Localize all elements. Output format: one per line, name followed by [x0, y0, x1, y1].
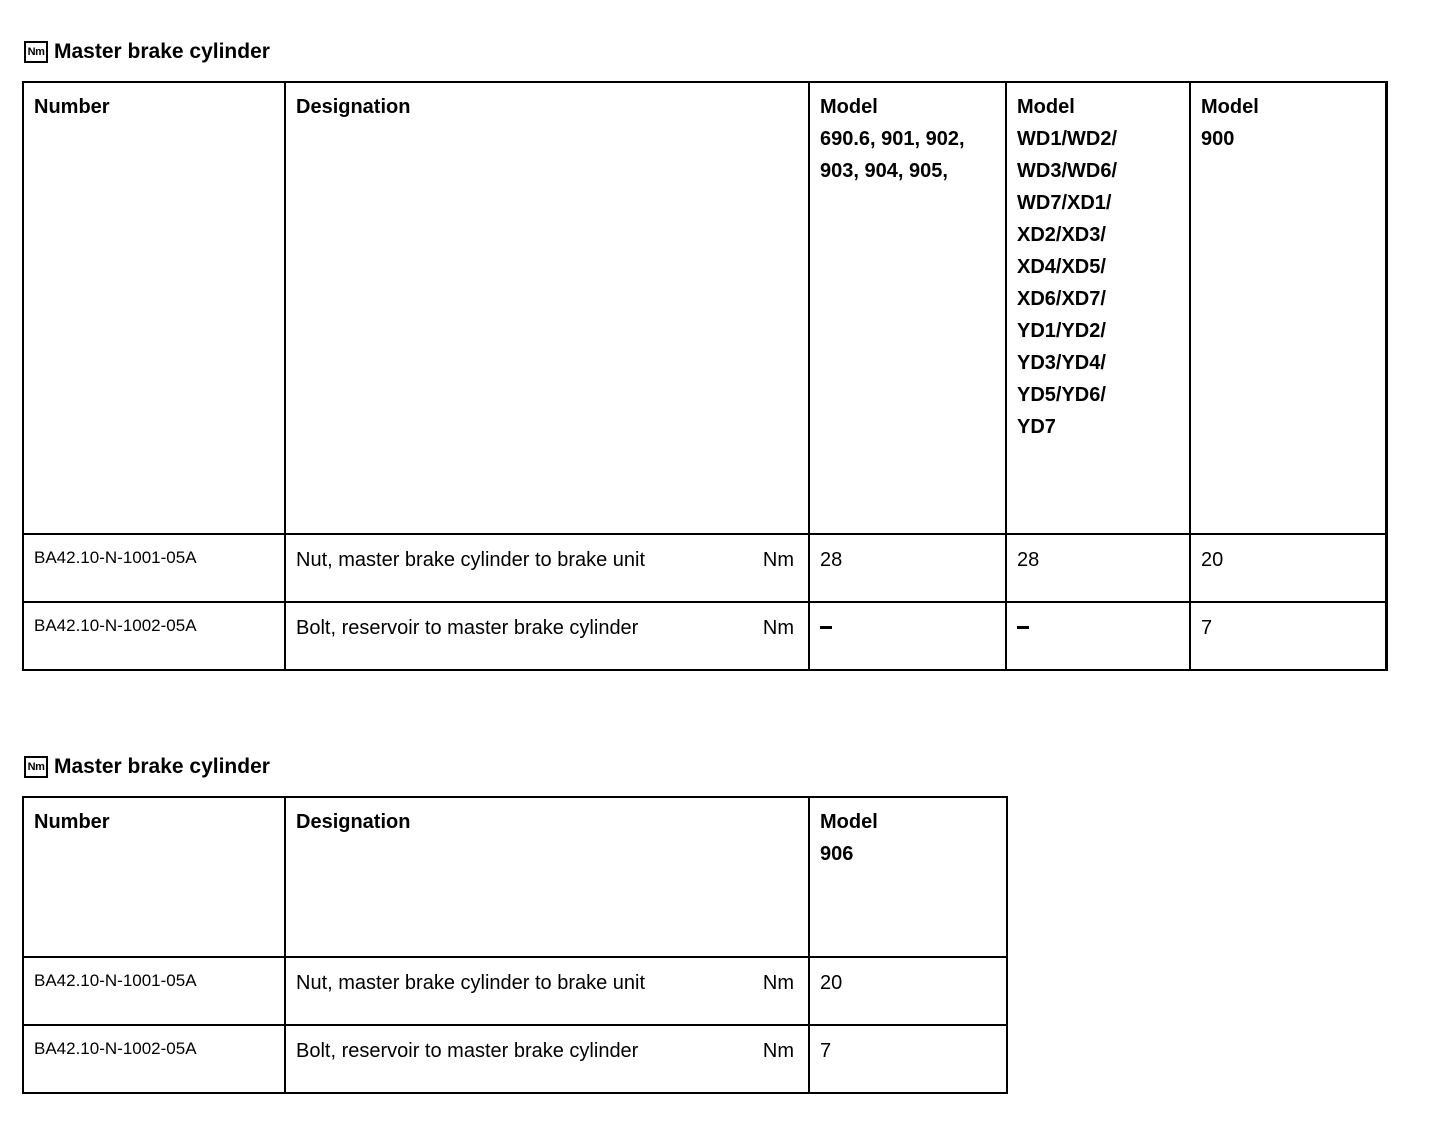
cell-value: 28: [809, 534, 1006, 602]
cell-value: 7: [809, 1025, 1007, 1093]
dash-mark: [1017, 626, 1029, 629]
header-model-value: 906: [820, 843, 854, 865]
designation-text: Bolt, reservoir to master brake cylinder: [296, 617, 639, 639]
cell-number: BA42.10-N-1001-05A: [23, 534, 285, 602]
header-model: [809, 82, 1006, 534]
header-model-value: 690.6, 901, 902, 903, 904, 905,: [820, 128, 965, 182]
designation-text: Nut, master brake cylinder to brake unit: [296, 549, 646, 571]
header-model-label: Model: [1201, 96, 1259, 118]
nm-torque-icon: Nm: [24, 41, 48, 63]
cell-designation: [285, 602, 809, 670]
section-title: [24, 38, 270, 66]
torque-table: [22, 796, 1008, 1094]
cell-value: [1006, 602, 1190, 670]
unit-label: Nm: [762, 617, 794, 639]
header-model: [1190, 82, 1386, 534]
section-title: [24, 753, 270, 781]
table-row: [23, 1025, 1007, 1093]
table-row: [23, 602, 1386, 670]
header-model: [1006, 82, 1190, 534]
cell-value: 20: [1190, 534, 1386, 602]
section-title-text: Master brake cylinder: [54, 755, 270, 778]
dash-mark: [820, 626, 832, 629]
cell-designation: [285, 1025, 809, 1093]
cell-value: 7: [1190, 602, 1386, 670]
unit-label: Nm: [762, 549, 794, 571]
table-header-row: [23, 797, 1007, 957]
cell-value: 28: [1006, 534, 1190, 602]
header-designation: Designation: [285, 797, 809, 957]
designation-text: Bolt, reservoir to master brake cylinder: [296, 1040, 639, 1062]
cell-number: BA42.10-N-1002-05A: [23, 1025, 285, 1093]
header-model-label: Model: [820, 811, 878, 833]
cell-number: BA42.10-N-1002-05A: [23, 602, 285, 670]
cell-value: 20: [809, 957, 1007, 1025]
header-number: Number: [23, 797, 285, 957]
cell-designation: [285, 957, 809, 1025]
cell-designation: [285, 534, 809, 602]
designation-text: Nut, master brake cylinder to brake unit: [296, 972, 646, 994]
header-designation: Designation: [285, 82, 809, 534]
cell-value: [809, 602, 1006, 670]
torque-table: [22, 81, 1388, 671]
table-row: [23, 957, 1007, 1025]
cell-number: BA42.10-N-1001-05A: [23, 957, 285, 1025]
header-model: [809, 797, 1007, 957]
header-model-value: WD1/WD2/ WD3/WD6/ WD7/XD1/ XD2/XD3/ XD4/XD5/ XD6/XD7/ YD1/YD2/ YD3/YD4/ YD5/YD6/ YD7: [1017, 128, 1117, 438]
header-model-label: Model: [820, 96, 878, 118]
section-title-text: Master brake cylinder: [54, 40, 270, 63]
header-model-label: Model: [1017, 96, 1075, 118]
table-header-row: [23, 82, 1386, 534]
header-number: Number: [23, 82, 285, 534]
nm-torque-icon: Nm: [24, 756, 48, 778]
header-model-value: 900: [1201, 128, 1235, 150]
unit-label: Nm: [762, 972, 794, 994]
table-row: [23, 534, 1386, 602]
unit-label: Nm: [762, 1040, 794, 1062]
